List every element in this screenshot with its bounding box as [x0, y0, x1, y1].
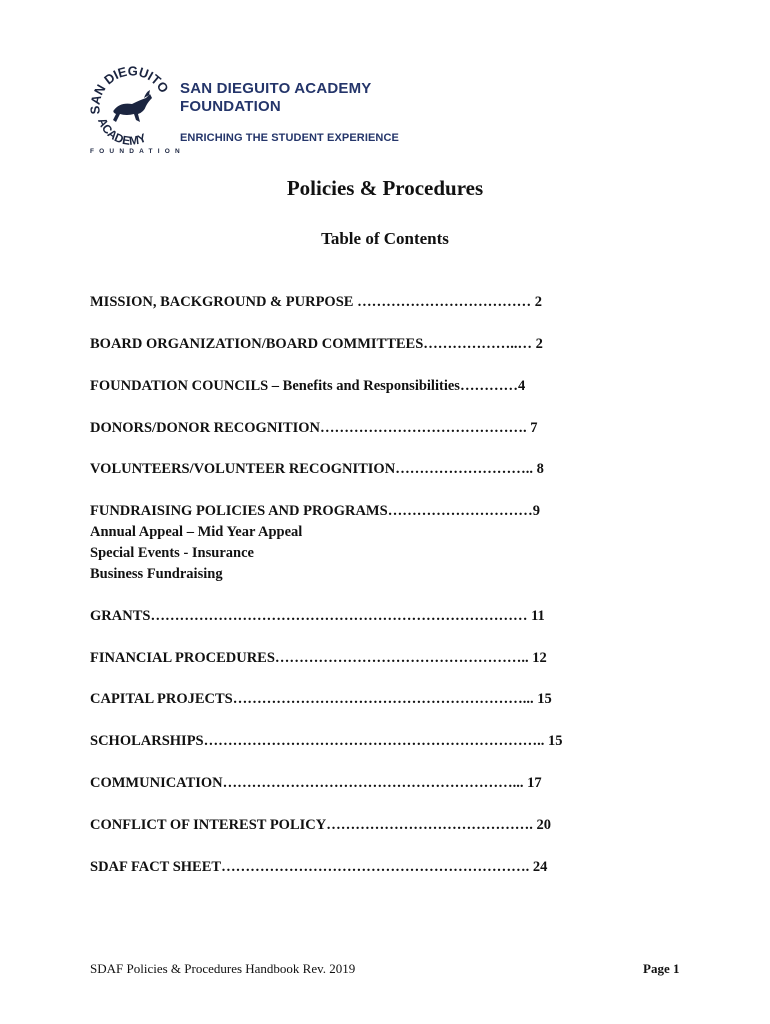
- document-title: Policies & Procedures: [286, 176, 484, 200]
- toc-entry-label: SDAF FACT SHEET: [90, 859, 222, 875]
- toc-entry-councils: [90, 377, 525, 396]
- toc-entry-label: FUNDRAISING POLICIES AND PROGRAMS: [90, 503, 388, 519]
- toc-entry-leader: …………: [459, 378, 518, 394]
- toc-entry-scholarships: [90, 732, 563, 751]
- toc-entry-capital: [90, 690, 552, 709]
- toc-entry-page: 4: [517, 378, 526, 394]
- toc-entry-page: 24: [529, 859, 548, 875]
- toc-entry-page: 17: [523, 775, 542, 791]
- toc-entry-leader: …………………………: [387, 503, 533, 519]
- toc-entry-communication: [90, 774, 542, 793]
- toc-entry-fundraising: [90, 502, 540, 521]
- org-name-block: [180, 80, 399, 144]
- toc-subitem: Special Events - Insurance: [90, 545, 254, 561]
- toc-subitem: Annual Appeal – Mid Year Appeal: [90, 524, 303, 540]
- toc-entry-label: BOARD ORGANIZATION/BOARD COMMITTEES: [90, 336, 424, 352]
- footer-document-name: SDAF Policies & Procedures Handbook Rev. 2019: [90, 961, 356, 976]
- toc-entry-page: 8: [532, 461, 544, 477]
- toc-entry-page: 20: [532, 817, 551, 833]
- toc-entry-board: [90, 335, 543, 354]
- seal-emblem: [86, 62, 176, 152]
- foundation-word: FOUNDATION: [90, 148, 185, 155]
- svg-text:ACADEMY: [95, 116, 148, 148]
- toc-entry-mission: [90, 293, 542, 312]
- toc-entry-leader: ………………………..: [395, 461, 533, 477]
- toc-entry-leader: ………………………………: [353, 294, 532, 310]
- toc-entry-grants: [90, 607, 545, 626]
- toc-entry-factsheet: [90, 858, 547, 877]
- seal-bottom-text: ACADEMY: [94, 115, 149, 149]
- toc-entry-label: VOLUNTEERS/VOLUNTEER RECOGNITION: [90, 461, 396, 477]
- toc-entry-label: CONFLICT OF INTEREST POLICY: [90, 817, 327, 833]
- seal-top-text: SAN DIEGUITO: [87, 63, 172, 115]
- footer-page-number: Page 1: [643, 961, 680, 976]
- toc-entry-leader: …………………………………….: [320, 420, 527, 436]
- toc-entry-page: 12: [528, 650, 547, 666]
- toc-entry-leader: …………………………………….: [326, 817, 533, 833]
- toc-entry-leader: ………………..…: [423, 336, 533, 352]
- toc-entry-label: GRANTS: [90, 608, 151, 624]
- toc-entry-label: COMMUNICATION: [90, 775, 223, 791]
- toc-subitem: Business Fundraising: [90, 566, 223, 582]
- toc-entry-page: 2: [532, 336, 543, 352]
- toc-entry-label: FINANCIAL PROCEDURES: [90, 650, 275, 666]
- toc-entry-leader: ……………………………………………………………..: [203, 733, 545, 749]
- horse-icon: [113, 90, 152, 122]
- org-name-line2: FOUNDATION: [180, 98, 281, 115]
- toc-entry-leader: ……………………………………………………...: [222, 775, 524, 791]
- toc-entry-label: CAPITAL PROJECTS: [90, 691, 233, 707]
- toc-entry-page: 2: [531, 294, 542, 310]
- document-subtitle: Table of Contents: [321, 229, 449, 248]
- toc-entry-label: MISSION, BACKGROUND & PURPOSE: [90, 294, 354, 310]
- toc-entry-label: SCHOLARSHIPS: [90, 733, 204, 749]
- toc-entry-leader: ……………………………………………..: [274, 650, 529, 666]
- toc-entry-conflict: [90, 816, 551, 835]
- toc-entry-label: DONORS/DONOR RECOGNITION: [90, 420, 321, 436]
- toc-entry-page: 9: [532, 503, 540, 519]
- toc-entry-page: 15: [533, 691, 552, 707]
- toc-entry-leader: ……………………………………………………………………: [150, 608, 528, 624]
- toc-entry-volunteers: [90, 460, 544, 479]
- toc-entry-page: 7: [526, 420, 538, 436]
- toc-entry-page: 11: [527, 608, 545, 624]
- org-tagline: ENRICHING THE STUDENT EXPERIENCE: [180, 132, 399, 144]
- toc-entry-label: FOUNDATION COUNCILS – Benefits and Responsibilities: [90, 378, 460, 394]
- toc-entry-financial: [90, 649, 547, 668]
- org-name-line1: SAN DIEGUITO ACADEMY: [180, 80, 372, 97]
- foundation-logo: [86, 62, 416, 158]
- toc-entry-page: 15: [544, 733, 563, 749]
- toc-entry-leader: ……………………………………………………….: [221, 859, 530, 875]
- toc-entry-leader: ……………………………………………………...: [232, 691, 534, 707]
- toc-entry-donors: [90, 419, 538, 438]
